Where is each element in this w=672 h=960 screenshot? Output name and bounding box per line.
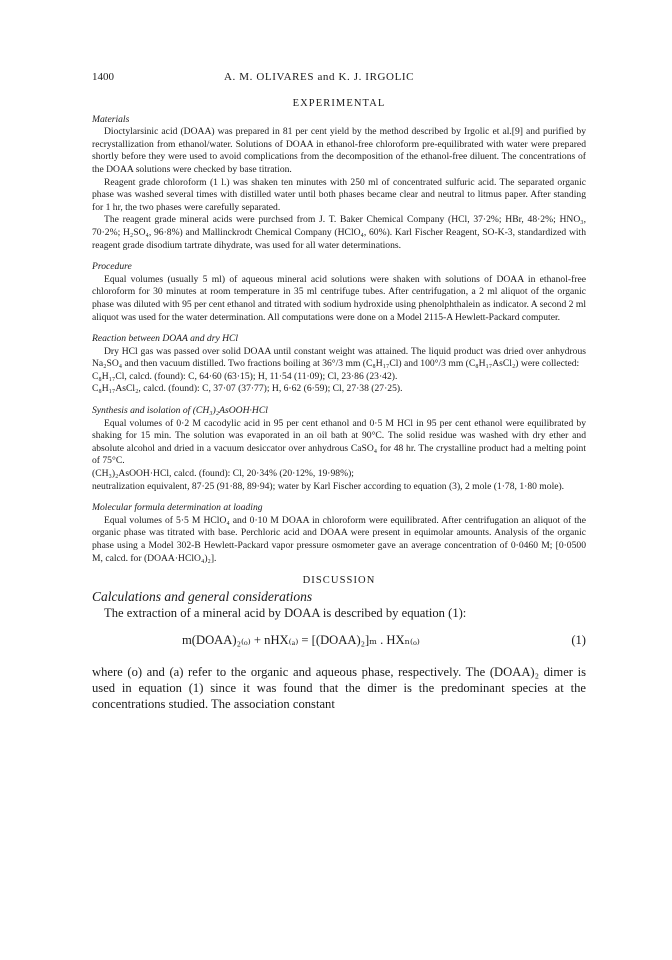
section-heading-experimental: EXPERIMENTAL — [292, 98, 386, 109]
discussion-section — [92, 575, 586, 712]
paragraph: The reagent grade mineral acids were purchsed from J. T. Baker Chemical Company (HCl, 37·2%; HBr, 48·2%; HNO₃, 70·2%; H₂SO₄, 96·8%) and Mallinckrodt Chemical Company (HClO₄, 60%). Karl Fischer Reagent, SO-K-3, standardized with reagent grade disodium tartrate dihydrate, was used for all water determinations. — [92, 214, 586, 251]
paragraph: Equal volumes (usually 5 ml) of aqueous mineral acid solutions were shaken with solutions of DOAA in ethanol-free chloroform for 30 minutes at room temperature in 35 ml centrifuge tubes. After centrifugation, a 2 ml aliquot of the organic phase was diluted with 95 per cent ethanol and titrated with sodium hydroxide using phenolphthalein as indicator. A second 2 ml aliquot was used for the water determination. All computations were done on a Model 2115-A Hewlett-Packard computer. — [92, 273, 586, 323]
equation-body: m(DOAA)₂₍ₒ₎ + nHX₍ₐ₎ = [(DOAA)₂]ₘ . HXₙ₍ₒ₎ — [182, 632, 420, 647]
analysis-line: C₈H₁₇Cl, calcd. (found): C, 64·60 (63·15); H, 11·54 (11·09); Cl, 23·86 (23·42). — [92, 370, 398, 382]
page-number: 1400 — [92, 71, 114, 83]
article-body — [92, 98, 586, 712]
paragraph: Dry HCl gas was passed over solid DOAA until constant weight was attained. The liquid product was dried over anhydrous Na₂SO₄ and then vacuum distilled. Two fractions boiling at 36°/3 mm (C₈H₁₇Cl) and 100°/3 mm (C₈H₁₇AsCl₂) were collected: — [92, 345, 586, 370]
equation-1 — [92, 634, 586, 656]
paragraph: Equal volumes of 5·5 M HClO₄ and 0·10 M DOAA in chloroform were equilibrated. After centrifugation an aliquot of the organic phase was titrated with base. Perchloric acid and DOAA were present in equimolar amounts. Analysis of the organic phase using a Model 302-B Hewlett-Packard vapor pressure osmometer gave an average concentration of 0·0460 M; [0·0500 M, calcd. for (DOAA·HClO₄)₂]. — [92, 514, 586, 564]
subsection-title: Reaction between DOAA and dry HCl — [92, 333, 239, 345]
paragraph: The extraction of a mineral acid by DOAA is described by equation (1): — [104, 606, 467, 621]
paragraph: Dioctylarsinic acid (DOAA) was prepared in 81 per cent yield by the method described by Irgolic et al.[9] and purified by recrystallization from ethanol/water. Solutions of DOAA in ethanol-free chloroform pre-equilibrated with water were prepared shortly before they were used to avoid complications from the decomposition of the ethanol-free diluent. The concentrations of the DOAA solutions were checked by base titration. — [92, 126, 586, 175]
paragraph: Reagent grade chloroform (1 l.) was shaken ten minutes with 250 ml of concentrated sulfuric acid. The separated organic phase was washed several times with distilled water until both phases became clear and neutral to litmus paper. After standing for 1 hr, the two phases were carefully separated. — [92, 176, 586, 213]
subsection-molecular-formula — [92, 502, 586, 565]
section-heading-discussion: DISCUSSION — [302, 575, 376, 587]
page-header — [92, 71, 592, 85]
analysis-line: C₈H₁₇AsCl₂, calcd. (found): C, 37·07 (37·77); H, 6·62 (6·59); Cl, 27·38 (27·25). — [92, 383, 403, 395]
subsection-title: Procedure — [92, 261, 132, 273]
equation-number: (1) — [571, 632, 586, 647]
subsection-synthesis — [92, 405, 586, 493]
subsection-procedure — [92, 261, 586, 324]
paragraph: where (o) and (a) refer to the organic and aqueous phase, respectively. The (DOAA)₂ dimer is used in equation (1) since it was found that the dimer is the predominant species at the concentrations studied. The association constant — [92, 664, 586, 711]
running-title: A. M. OLIVARES and K. J. IRGOLIC — [224, 71, 415, 83]
subsection-title: Synthesis and isolation of (CH₃)₂AsOOH·HCl — [92, 405, 268, 417]
discussion-subheading: Calculations and general considerations — [92, 588, 313, 604]
subsection-title: Materials — [92, 113, 130, 125]
paragraph: Equal volumes of 0·2 M cacodylic acid in 95 per cent ethanol and 0·5 M HCl in 95 per cent ethanol were equilibrated by shaking for 15 min. The solution was evaporated in an oil bath at 90°C. The solid residue was washed with dry ether and absolute alcohol and dried in a vacuum desiccator over anhydrous CaSO₄ for 48 hr. The crystalline product had a melting point of 75°C. — [92, 417, 586, 467]
subsection-reaction — [92, 333, 586, 396]
analysis-line: (CH₃)₂AsOOH·HCl, calcd. (found): Cl, 20·34% (20·12%, 19·98%); — [92, 468, 354, 480]
subsection-title: Molecular formula determination at loading — [92, 502, 263, 514]
analysis-line: neutralization equivalent, 87·25 (91·88, 89·94); water by Karl Fischer according to equation (3), 2 mole (1·78, 1·80 mole). — [92, 480, 565, 492]
subsection-materials — [92, 114, 586, 253]
